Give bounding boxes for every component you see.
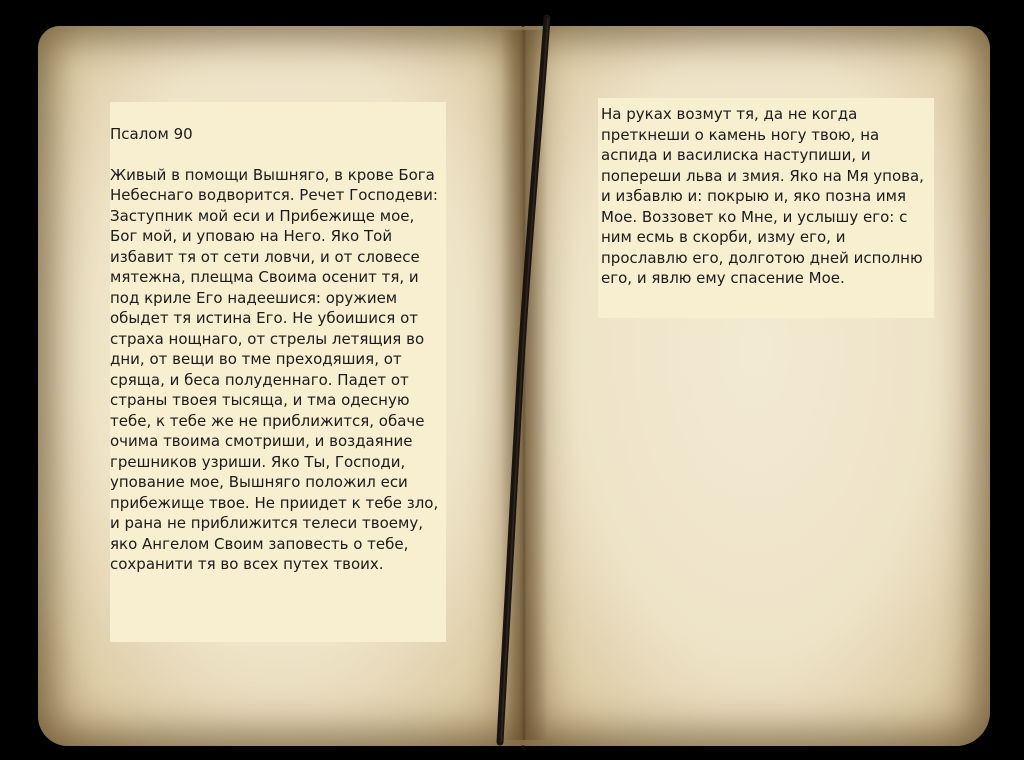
- right-text-panel: [598, 98, 934, 318]
- left-page-text: Живый в помощи Вышняго, в крове Бога Небеснаго водворится. Речет Господеви: Заступник мой еси и Прибежище мое, Бог мой, и уповаю на Него. Яко Той избавит тя от сети ловчи, и от словесе мятежна, плещма Своима осенит тя, и под криле Его надеешися: оружием обыдет тя истина Его. Не убоишися от страха нощнаго, от стрелы летящия во дни, от вещи во тме преходяшия, от сряща, и беса полуденнаго. Падет от страны твоея тысяща, и тма одесную тебе, к тебе же не приближится, обаче очима твоима смотриши, и воздаяние грешников узриши. Яко Ты, Господи, упование мое, Вышняго положил еси прибежище твое. Не приидет к тебе зло, и рана не приближится телеси твоему, яко Ангелом Своим заповесть о тебе, сохранити тя во всех путех твоих.: [110, 165, 439, 573]
- right-page-text: На руках возмут тя, да не когда преткнеши о камень ногу твою, на аспида и василиска наступиши, и попереши льва и змия. Яко на Мя упова, и избавлю и: покрыю и, яко позна имя Мое. Воззовет ко Мне, и услышу его: с ним есмь в скорби, изму его, и прославлю его, долготою дней исполню его, и явлю ему спасение Мое.: [601, 105, 924, 287]
- psalm-title: Псалом 90: [110, 125, 193, 143]
- left-text-panel: [110, 102, 446, 642]
